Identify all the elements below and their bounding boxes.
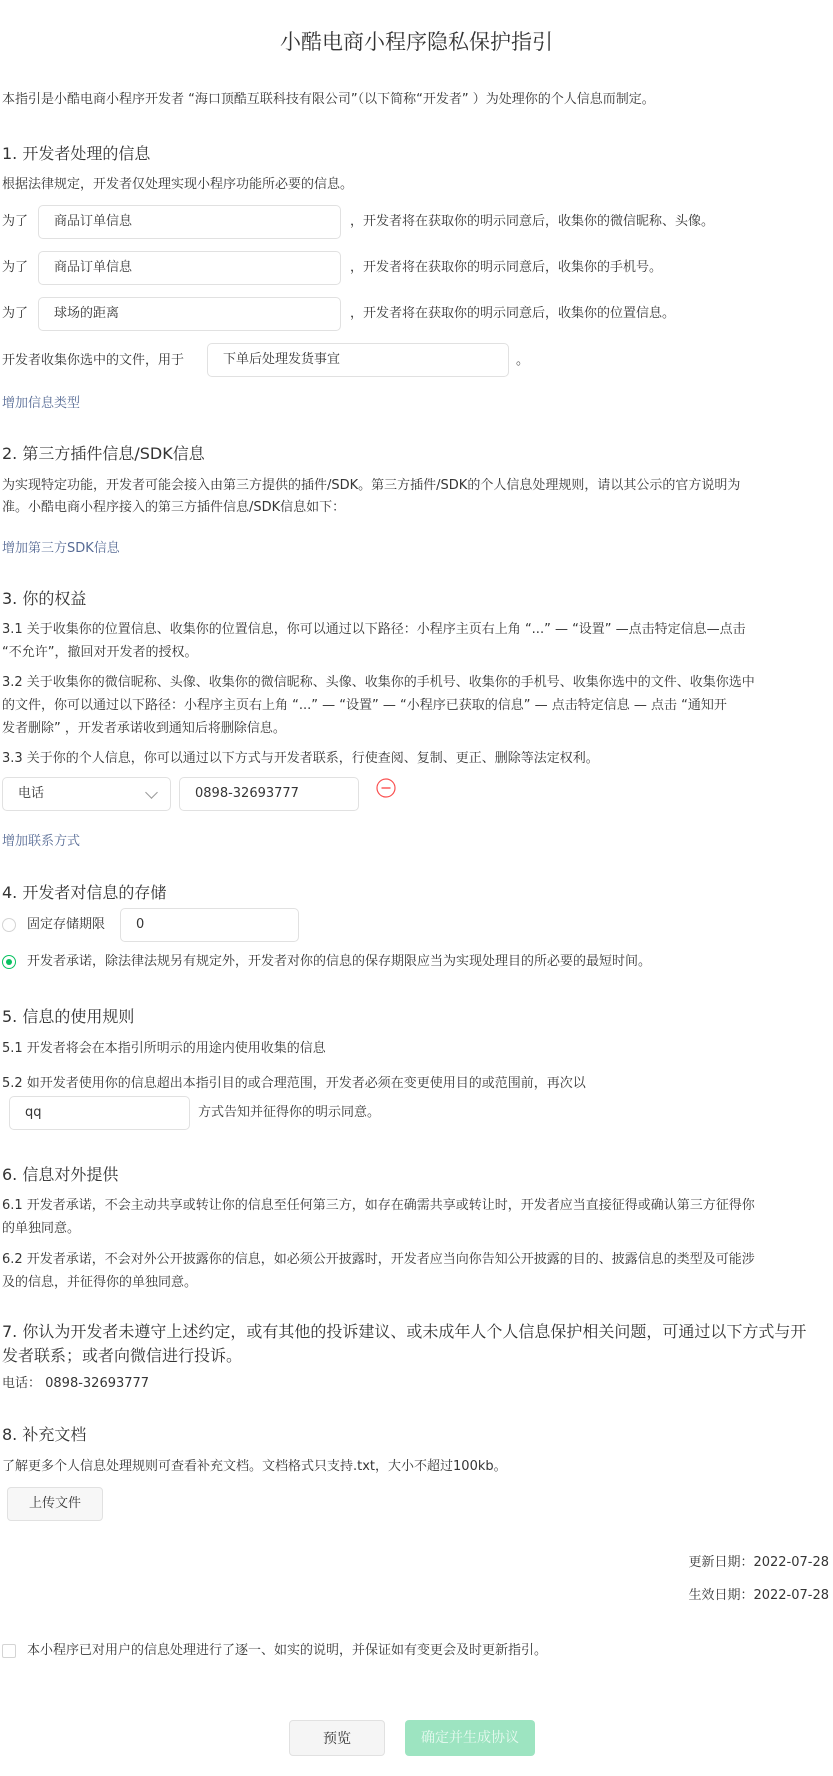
fixed-period-radio[interactable] (2, 918, 16, 932)
section2-desc-line1: 为实现特定功能，开发者可能会接入由第三方提供的插件/SDK。第三方插件/SDK的个人信息处理规则，请以其公示的官方说明为 (2, 478, 741, 493)
file-suffix: 。 (516, 353, 530, 368)
row2-suffix: ，开发者将在获取你的明示同意后，收集你的手机号。 (350, 260, 663, 275)
section5-p2-suffix: 方式告知并征得你的明示同意。 (198, 1105, 381, 1120)
section8-desc: 了解更多个人信息处理规则可查看补充文档。文档格式只支持.txt，大小不超过100kb。 (2, 1459, 507, 1474)
section5-heading: 5. 信息的使用规则 (2, 1007, 135, 1026)
notify-method-input[interactable]: qq (9, 1096, 190, 1130)
preview-button[interactable]: 预览 (289, 1720, 385, 1756)
updated-date: 更新日期：2022-07-28 (688, 1555, 829, 1570)
section1-desc: 根据法律规定，开发者仅处理实现小程序功能所必要的信息。 (2, 177, 354, 192)
confirm-generate-button[interactable]: 确定并生成协议 (405, 1720, 535, 1756)
info-purpose-input-1[interactable]: 商品订单信息 (38, 205, 341, 239)
agreement-text: 本小程序已对用户的信息处理进行了逐一、如实的说明，并保证如有变更会及时更新指引。 (27, 1643, 548, 1658)
section5-p1: 5.1 开发者将会在本指引所明示的用途内使用收集的信息 (2, 1041, 326, 1056)
page-title: 小酷电商小程序隐私保护指引 (280, 30, 553, 54)
upload-file-button[interactable]: 上传文件 (7, 1487, 103, 1521)
section8-heading: 8. 补充文档 (2, 1425, 87, 1444)
row1-prefix: 为了 (2, 214, 29, 229)
minimum-period-radio[interactable] (2, 955, 16, 969)
contact-type-select[interactable] (2, 777, 171, 811)
section6-p1-line2: 的单独同意。 (2, 1221, 81, 1236)
section2-desc-line2: 准。小酷电商小程序接入的第三方插件信息/SDK信息如下： (2, 500, 346, 515)
section3-p3: 3.3 关于你的个人信息，你可以通过以下方式与开发者联系，行使查阅、复制、更正、删除等法定权利。 (2, 751, 599, 766)
section3-p2-line1: 3.2 关于收集你的微信昵称、头像、收集你的微信昵称、头像、收集你的手机号、收集你的手机号、收集你选中的文件、收集你选中 (2, 675, 755, 690)
section6-p1-line1: 6.1 开发者承诺，不会主动共享或转让你的信息至任何第三方，如存在确需共享或转让时，开发者应当直接征得或确认第三方征得你 (2, 1198, 755, 1213)
info-purpose-input-3[interactable]: 球场的距离 (38, 297, 341, 331)
add-contact-link[interactable]: 增加联系方式 (2, 834, 81, 849)
agreement-checkbox[interactable] (2, 1644, 16, 1658)
remove-contact-icon[interactable] (376, 778, 396, 798)
row1-suffix: ，开发者将在获取你的明示同意后，收集你的微信昵称、头像。 (350, 214, 715, 229)
intro-text: 本指引是小酷电商小程序开发者 “海口顶酷互联科技有限公司”（以下简称“开发者” ）为处理你的个人信息而制定。 (2, 92, 655, 107)
fixed-period-input[interactable]: 0 (120, 908, 299, 942)
section1-heading: 1. 开发者处理的信息 (2, 144, 151, 163)
row2-prefix: 为了 (2, 260, 29, 275)
add-sdk-link[interactable]: 增加第三方SDK信息 (2, 541, 120, 556)
row3-prefix: 为了 (2, 306, 29, 321)
row3-suffix: ，开发者将在获取你的明示同意后，收集你的位置信息。 (350, 306, 676, 321)
file-prefix: 开发者收集你选中的文件，用于 (2, 353, 185, 368)
section3-p1-line2: “不允许”，撤回对开发者的授权。 (2, 645, 198, 660)
section6-p2-line1: 6.2 开发者承诺，不会对外公开披露你的信息，如必须公开披露时，开发者应当向你告知公开披露的目的、披露信息的类型及可能涉 (2, 1252, 755, 1267)
minimum-period-label: 开发者承诺，除法律法规另有规定外，开发者对你的信息的保存期限应当为实现处理目的所必要的最短时间。 (27, 954, 652, 969)
section3-p1-line1: 3.1 关于收集你的位置信息、收集你的位置信息，你可以通过以下路径：小程序主页右上角 “...” — “设置” —点击特定信息—点击 (2, 622, 746, 637)
chevron-down-icon (145, 786, 158, 799)
contact-value-input[interactable]: 0898-32693777 (179, 777, 359, 811)
info-purpose-input-2[interactable]: 商品订单信息 (38, 251, 341, 285)
file-purpose-input[interactable]: 下单后处理发货事宜 (207, 343, 509, 377)
section6-heading: 6. 信息对外提供 (2, 1165, 119, 1184)
section3-p2-line3: 发者删除” ，开发者承诺收到通知后将删除信息。 (2, 721, 286, 736)
section7-contact: 电话： 0898-32693777 (2, 1376, 150, 1391)
effective-date: 生效日期：2022-07-28 (688, 1588, 829, 1603)
section3-p2-line2: 的文件，你可以通过以下路径：小程序主页右上角 “...” — “设置” — “小程序已获取的信息” — 点击特定信息 — 点击 “通知开 (2, 698, 727, 713)
section7-heading-line1: 7. 你认为开发者未遵守上述约定，或有其他的投诉建议、或未成年人个人信息保护相关问题，可通过以下方式与开 (2, 1322, 807, 1341)
contact-type-value: 电话 (18, 786, 45, 801)
section5-p2: 5.2 如开发者使用你的信息超出本指引目的或合理范围，开发者必须在变更使用目的或范围前，再次以 (2, 1076, 586, 1091)
section7-heading-line2: 发者联系；或者向微信进行投诉。 (2, 1346, 243, 1365)
section3-heading: 3. 你的权益 (2, 589, 87, 608)
section4-heading: 4. 开发者对信息的存储 (2, 883, 167, 902)
section6-p2-line2: 及的信息，并征得你的单独同意。 (2, 1275, 198, 1290)
fixed-period-label: 固定存储期限 (27, 917, 106, 932)
add-info-type-link[interactable]: 增加信息类型 (2, 396, 81, 411)
section2-heading: 2. 第三方插件信息/SDK信息 (2, 444, 205, 463)
